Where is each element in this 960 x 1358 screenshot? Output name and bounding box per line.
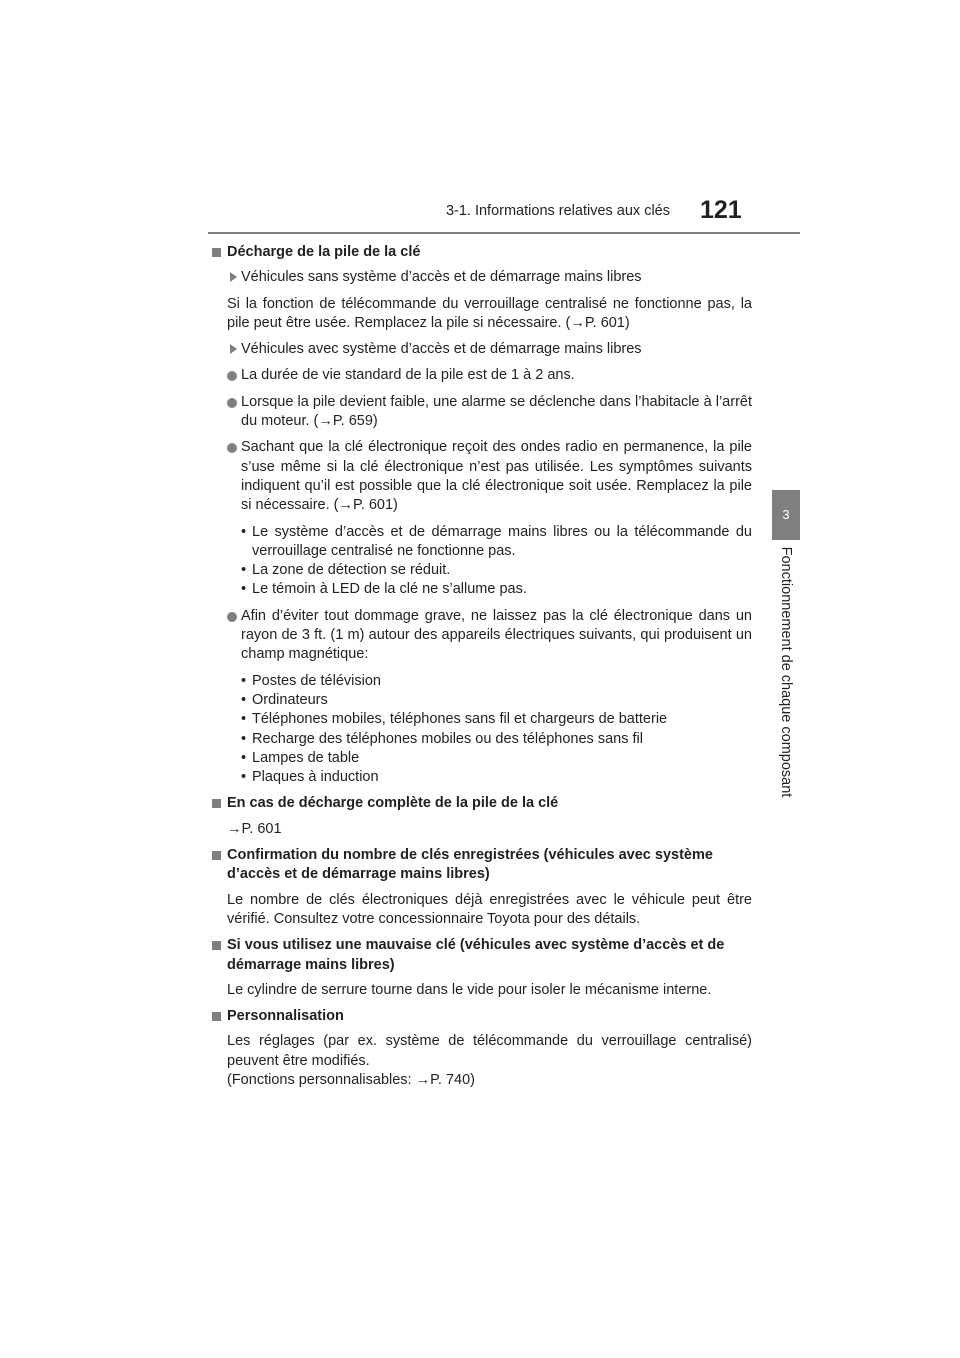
circle-bullet-icon xyxy=(227,371,237,381)
section-battery-discharge xyxy=(212,243,752,787)
list-item: • La zone de détection se réduit. xyxy=(241,562,451,579)
chapter-tab: 3 xyxy=(772,490,800,540)
bullet-paragraph: La durée de vie standard de la pile est de 1 à 2 ans. xyxy=(212,366,752,385)
triangle-marker-icon xyxy=(230,272,237,282)
section-full-discharge xyxy=(212,794,752,839)
section-heading: Confirmation du nombre de clés enregistrées (véhicules avec système d’accès et de démarrage mains libres) xyxy=(212,846,752,885)
section-registered-keys xyxy=(212,846,752,929)
section-heading: En cas de décharge complète de la pile de la clé xyxy=(212,794,752,813)
paragraph: Si la fonction de télécommande du verrouillage centralisé ne fonctionne pas, la pile peut être usée. Remplacez la pile si nécessaire. (→P. 601) xyxy=(227,295,752,331)
section-heading: Si vous utilisez une mauvaise clé (véhicules avec système d’accès et de démarrage mains libres) xyxy=(212,936,752,975)
list-item: • Plaques à induction xyxy=(241,769,379,786)
running-header: 3-1. Informations relatives aux clés xyxy=(445,203,670,219)
paragraph: Le cylindre de serrure tourne dans le vide pour isoler le mécanisme interne. xyxy=(227,981,712,998)
square-bullet-icon xyxy=(212,1012,221,1021)
section-customization xyxy=(212,1007,752,1090)
section-heading: Décharge de la pile de la clé xyxy=(212,243,752,262)
bullet-paragraph: Sachant que la clé électronique reçoit des ondes radio en permanence, la pile s’use même si la clé électronique n’est pas utilisée. Les symptômes suivants indiquent qu’il est possible que la clé électronique soit usée. Remplacez la pile si nécessaire. (→P. 601) xyxy=(212,438,752,515)
section-wrong-key xyxy=(212,936,752,1000)
list-item: • Postes de télévision xyxy=(241,672,381,689)
subheading: Véhicules avec système d’accès et de démarrage mains libres xyxy=(212,340,752,359)
list-item: • Lampes de table xyxy=(241,749,360,766)
triangle-marker-icon xyxy=(230,344,237,354)
list-item: • Le témoin à LED de la clé ne s’allume pas. xyxy=(241,581,527,598)
list-item: • Le système d’accès et de démarrage mains libres ou la télécommande du verrouillage centralisé ne fonctionne pas. xyxy=(241,523,752,559)
list-item: • Recharge des téléphones mobiles ou des téléphones sans fil xyxy=(241,730,643,747)
circle-bullet-icon xyxy=(227,443,237,453)
square-bullet-icon xyxy=(212,851,221,860)
square-bullet-icon xyxy=(212,799,221,808)
circle-bullet-icon xyxy=(227,612,237,622)
circle-bullet-icon xyxy=(227,398,237,408)
page-number: 121 xyxy=(700,196,742,224)
page-content xyxy=(212,243,752,1097)
paragraph: Le nombre de clés électroniques déjà enregistrées avec le véhicule peut être vérifié. Consultez votre concessionnaire Toyota pour des détails. xyxy=(227,891,752,927)
bullet-paragraph: Lorsque la pile devient faible, une alarme se déclenche dans l’habitacle à l’arrêt du moteur. (→P. 659) xyxy=(212,393,752,432)
bullet-paragraph: Afin d’éviter tout dommage grave, ne laissez pas la clé électronique dans un rayon de 3 ft. (1 m) autour des appareils électriques suivants, qui produisent un champ magnétique: xyxy=(212,607,752,665)
header-divider xyxy=(208,232,800,234)
device-list xyxy=(212,672,752,788)
square-bullet-icon xyxy=(212,941,221,950)
subheading: Véhicules sans système d’accès et de démarrage mains libres xyxy=(212,268,752,287)
symptom-list xyxy=(212,523,752,600)
page-reference: →P. 601 xyxy=(227,820,282,837)
section-heading: Personnalisation xyxy=(212,1007,752,1026)
chapter-side-label: Fonctionnement de chaque composant xyxy=(778,546,794,798)
paragraph: (Fonctions personnalisables: →P. 740) xyxy=(227,1071,475,1088)
list-item: • Ordinateurs xyxy=(241,691,328,708)
paragraph: Les réglages (par ex. système de télécommande du verrouillage centralisé) peuvent être modifiés. xyxy=(227,1033,752,1069)
square-bullet-icon xyxy=(212,248,221,257)
list-item: • Téléphones mobiles, téléphones sans fil et chargeurs de batterie xyxy=(241,711,668,728)
